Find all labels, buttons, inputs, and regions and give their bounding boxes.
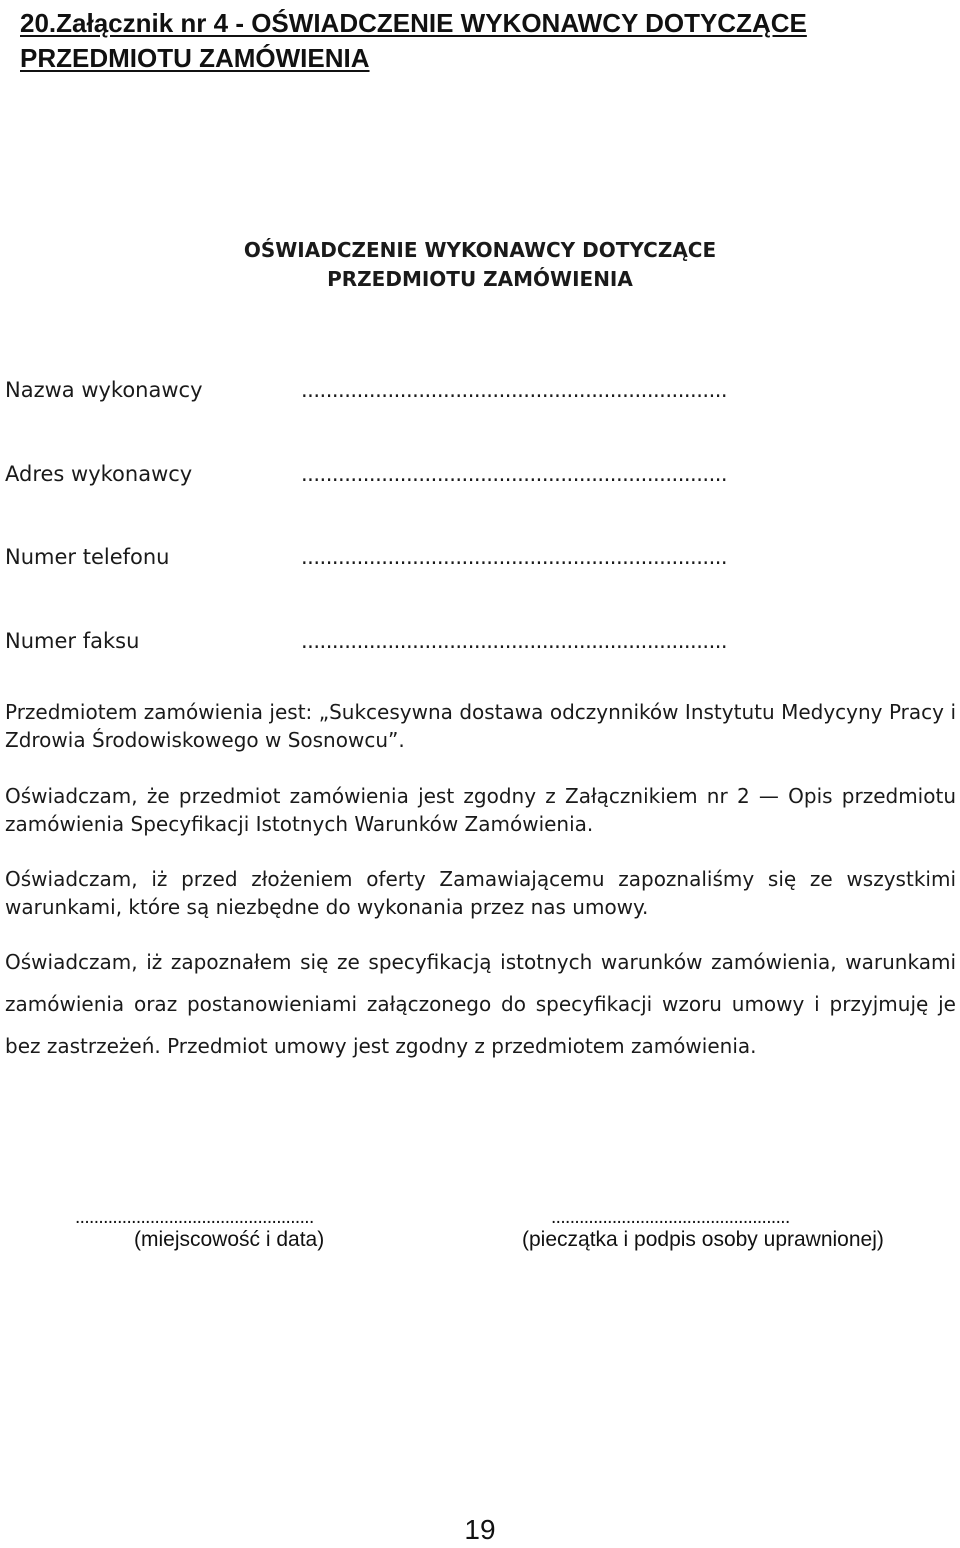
field-contractor-address[interactable] <box>5 459 935 489</box>
specification-paragraph: Oświadczam, iż zapoznałem się ze specyfikacją istotnych warunków zamówienia, warunkami zamówienia oraz postanowieniami załączonego do specyfikacji wzoru umowy i przyjmuję je bez zastrzeżeń. Przedmiot umowy jest zgodny z przedmiotem zamówienia. <box>5 950 956 1058</box>
stamp-signature-line[interactable]: ................................................... <box>551 1207 790 1228</box>
field-contractor-name[interactable] <box>5 375 935 405</box>
compliance-paragraph: Oświadczam, że przedmiot zamówienia jest zgodny z Załącznikiem nr 2 — Opis przedmiotu zamówienia Specyfikacji Istotnych Warunków Zamówienia. <box>5 784 956 836</box>
subject-paragraph: Przedmiotem zamówienia jest: „Sukcesywna dostawa odczynników Instytutu Medycyny Pracy i Zdrowia Środowiskowego w Sosnowcu”. <box>5 700 956 752</box>
field-fax-number[interactable] <box>5 626 935 656</box>
statement-title <box>0 236 960 294</box>
stamp-signature-caption: (pieczątka i podpis osoby uprawnionej) <box>522 1228 884 1251</box>
field-label: Adres wykonawcy <box>5 462 193 486</box>
fill-in-line[interactable]: ..................................................................... <box>301 629 728 653</box>
conditions-paragraph: Oświadczam, iż przed złożeniem oferty Zamawiającemu zapoznaliśmy się ze wszystkimi warunkami, które są niezbędne do wykonania przez nas umowy. <box>5 867 956 919</box>
statement-title-line-2: PRZEDMIOTU ZAMÓWIENIA <box>327 267 633 291</box>
fill-in-line[interactable]: ..................................................................... <box>301 462 728 486</box>
page-number: 19 <box>464 1514 496 1545</box>
field-phone-number[interactable] <box>5 542 935 572</box>
field-label: Numer telefonu <box>5 545 170 569</box>
fill-in-line[interactable]: ..................................................................... <box>301 378 728 402</box>
annex-heading-line-1: 20.Załącznik nr 4 - OŚWIADCZENIE WYKONAWCY DOTYCZĄCE <box>20 8 807 38</box>
place-date-caption: (miejscowość i data) <box>134 1228 325 1251</box>
field-label: Nazwa wykonawcy <box>5 378 203 402</box>
annex-heading <box>20 6 950 76</box>
statement-title-line-1: OŚWIADCZENIE WYKONAWCY DOTYCZĄCE <box>243 238 717 262</box>
place-date-line[interactable]: ................................................... <box>75 1207 314 1228</box>
fill-in-line[interactable]: ..................................................................... <box>301 545 728 569</box>
annex-heading-line-2: PRZEDMIOTU ZAMÓWIENIA <box>20 43 370 73</box>
field-label: Numer faksu <box>5 629 140 653</box>
